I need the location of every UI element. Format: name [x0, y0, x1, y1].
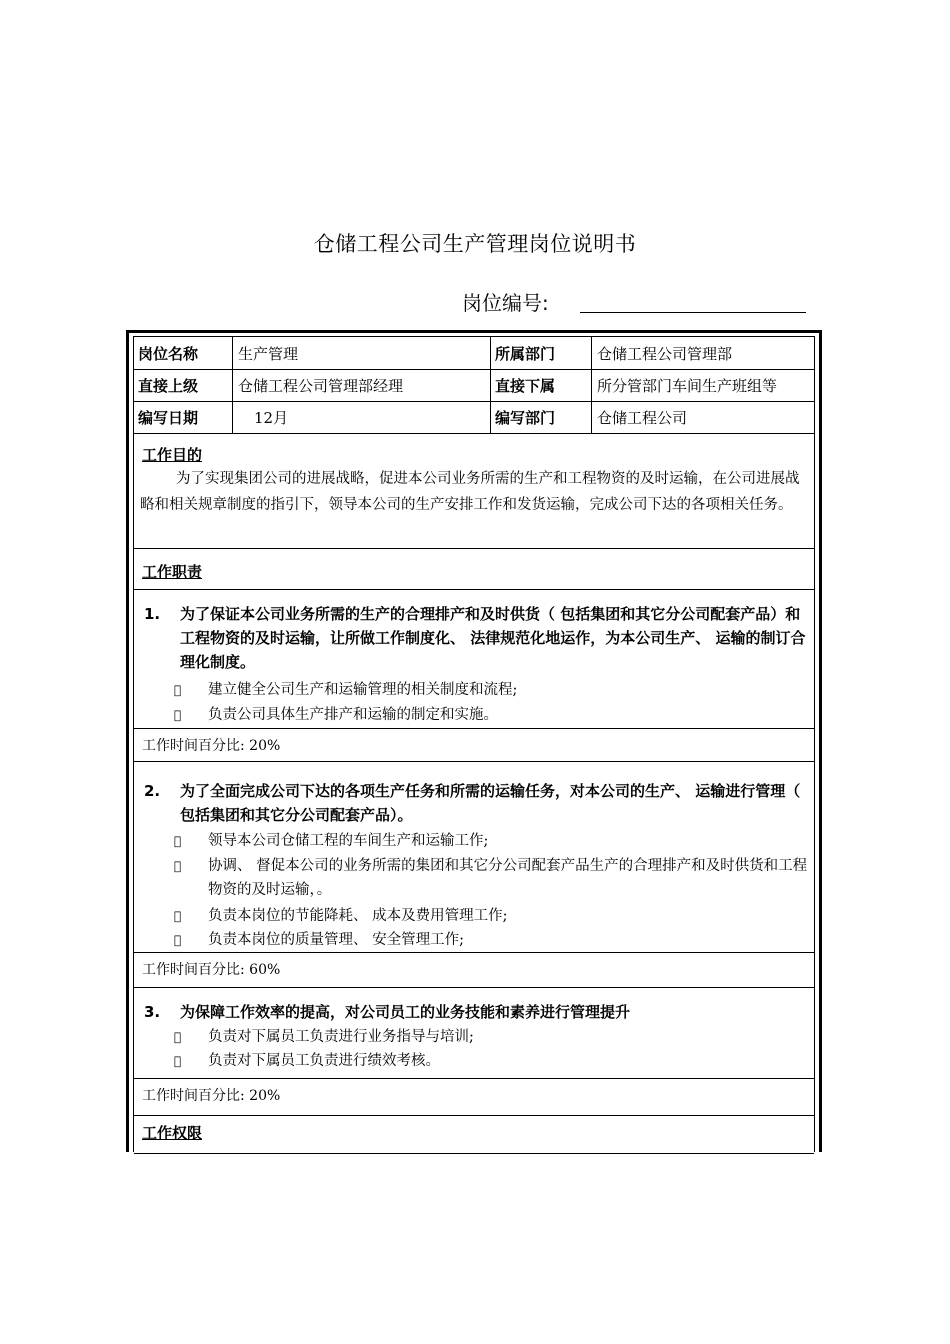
page-title: 仓储工程公司生产管理岗位说明书 [313, 232, 637, 256]
info-value: 12月 [254, 409, 289, 427]
authority-section-header [134, 1116, 814, 1154]
duty-percentage: 工作时间百分比: 20% [142, 1088, 281, 1104]
duty-percentage-row [134, 1079, 814, 1116]
duty-title-text: 为了全面完成公司下达的各项生产任务和所需的运输任务，对本公司的生产、 运输进行管理（ 包括集团和其它分公司配套产品）。 [180, 782, 801, 824]
duty-number: 2. [144, 782, 161, 800]
bullet-icon [174, 678, 208, 702]
duty-percentage: 工作时间百分比: 60% [142, 962, 281, 978]
authority-heading: 工作权限 [142, 1124, 203, 1142]
duty-bullet [174, 678, 808, 702]
duties-section-header [134, 549, 814, 590]
duty-bullet-text: 负责对下属员工负责进行业务指导与培训; [208, 1029, 474, 1045]
duty-percentage-row [134, 729, 814, 762]
duty-title [144, 779, 808, 827]
duties-heading: 工作职责 [142, 563, 203, 581]
purpose-text: 为了实现集团公司的进展战略，促进本公司业务所需的生产和工程物资的及时运输，在公司进展战略和相关规章制度的指引下，领导本公司的生产安排工作和发货运输，完成公司下达的各项相关任务。 [140, 471, 800, 513]
purpose-heading: 工作目的 [142, 446, 203, 464]
info-value: 仓储工程公司管理部 [597, 344, 733, 363]
duty-bullet-text: 负责本岗位的质量管理、 安全管理工作; [208, 932, 464, 948]
info-label: 编写部门 [495, 409, 556, 427]
duty-bullet-text: 建立健全公司生产和运输管理的相关制度和流程; [208, 682, 518, 698]
info-label: 编写日期 [138, 409, 199, 427]
bullet-icon [174, 1025, 208, 1049]
info-value: 生产管理 [238, 344, 299, 363]
bullet-icon [174, 829, 208, 853]
bullet-icon [174, 703, 208, 727]
info-label: 直接上级 [138, 377, 199, 395]
info-value: 仓储工程公司 [597, 409, 688, 427]
info-label: 所属部门 [495, 344, 556, 363]
duty-bullet [174, 703, 808, 727]
duty-percentage-row [134, 953, 814, 988]
position-code-field[interactable] [580, 312, 806, 313]
duty-title-text: 为保障工作效率的提高，对公司员工的业务技能和素养进行管理提升 [180, 1003, 631, 1021]
duty-bullet-text: 负责对下属员工负责进行绩效考核。 [208, 1053, 440, 1069]
info-row [134, 402, 814, 434]
duty-item [134, 762, 814, 953]
bullet-icon [174, 1049, 208, 1073]
duty-title-text: 为了保证本公司业务所需的生产的合理排产和及时供货（ 包括集团和其它分公司配套产品）和工程物资的及时运输，让所做工作制度化、 法律规范化地运作，为本公司生产、 运输的制订合理化制度。 [180, 605, 806, 671]
info-value: 所分管部门车间生产班组等 [597, 377, 778, 395]
duty-item [134, 590, 814, 729]
duty-bullet-text: 负责公司具体生产排产和运输的制定和实施。 [208, 707, 498, 723]
duty-item [134, 988, 814, 1079]
duty-number: 3. [144, 1003, 161, 1021]
info-value: 仓储工程公司管理部经理 [238, 377, 404, 395]
duty-title [144, 1000, 808, 1024]
bullet-icon [174, 928, 208, 952]
bullet-icon [174, 854, 208, 878]
info-label: 直接下属 [495, 377, 556, 395]
purpose-section [134, 434, 814, 549]
info-row [134, 337, 814, 370]
info-label: 岗位名称 [138, 344, 199, 363]
duty-bullet-text: 领导本公司仓储工程的车间生产和运输工作; [208, 833, 489, 849]
duty-number: 1. [144, 605, 161, 623]
duty-title [144, 602, 808, 674]
duty-bullet [174, 1025, 808, 1049]
duty-bullet [174, 1049, 808, 1073]
position-code-label: 岗位编号: [462, 291, 549, 315]
job-description-table [126, 330, 822, 1152]
duty-bullet-text: 负责本岗位的节能降耗、 成本及费用管理工作; [208, 908, 508, 924]
duty-percentage: 工作时间百分比: 20% [142, 738, 281, 754]
duty-bullet [174, 904, 808, 928]
info-row [134, 370, 814, 402]
bullet-icon [174, 904, 208, 928]
duty-bullet-text: 协调、 督促本公司的业务所需的集团和其它分公司配套产品生产的合理排产和及时供货和工程物资的及时运输，。 [208, 858, 808, 898]
duty-bullet [174, 829, 808, 853]
duty-bullet [174, 854, 808, 902]
duty-bullet [174, 928, 808, 952]
